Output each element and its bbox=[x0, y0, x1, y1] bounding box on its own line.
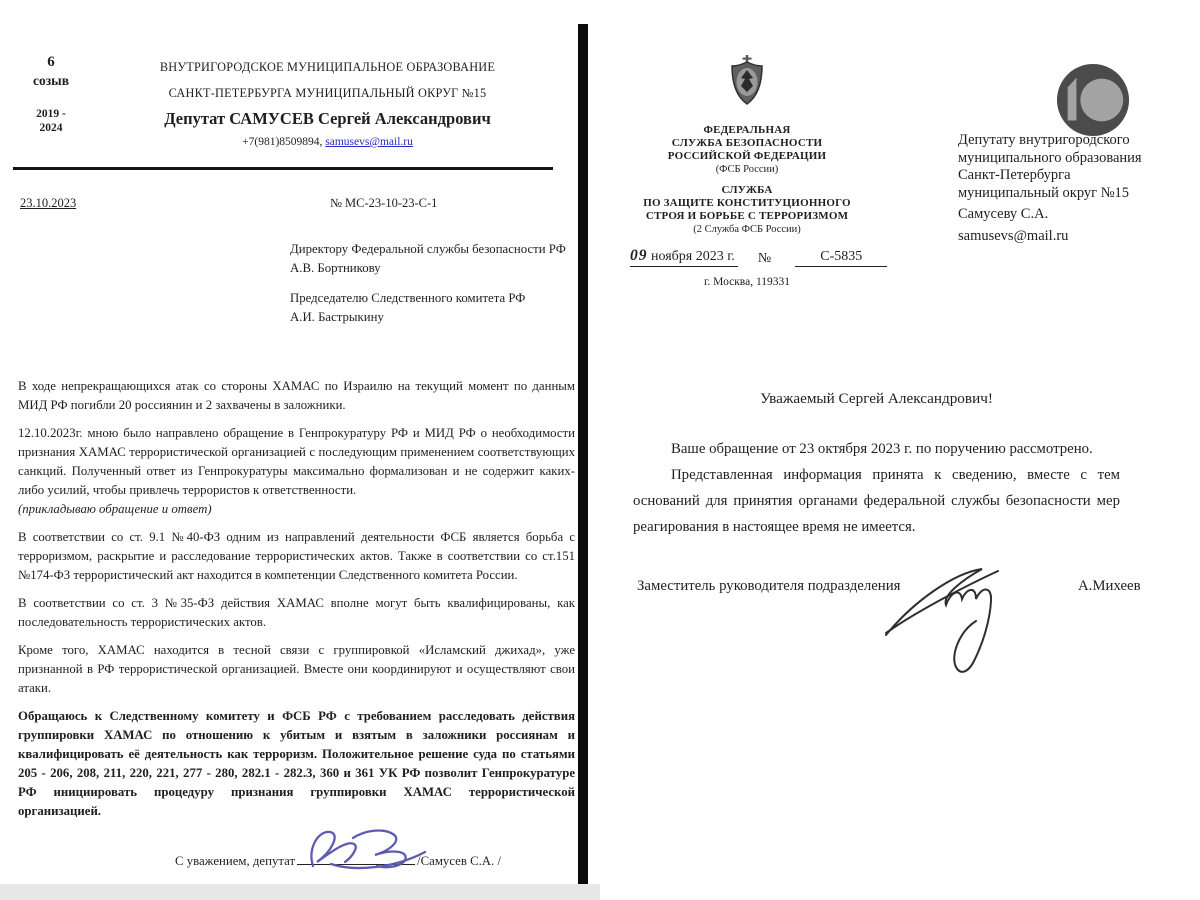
reply-paragraph-received: Ваше обращение от 23 октября 2023 г. по поручению рассмотрено. bbox=[671, 441, 1093, 457]
convocation-years-end: 2024 bbox=[39, 122, 63, 134]
reply-date-text: ноября 2023 г. bbox=[651, 249, 735, 264]
letter-body bbox=[18, 377, 575, 830]
convocation-block bbox=[22, 53, 80, 135]
agency-line1: ФЕДЕРАЛЬНАЯ bbox=[703, 124, 791, 136]
recipient-sk bbox=[290, 289, 575, 327]
reply-paragraph-decision: Представленная информация принята к сведению, вместе с тем оснований для принятия органами федеральной службы безопасности мер реагирования в настоящее время не имеется. bbox=[633, 467, 1120, 535]
agency-line3: РОССИЙСКОЙ ФЕДЕРАЦИИ bbox=[667, 150, 827, 162]
salutation: Уважаемый Сергей Александрович! bbox=[760, 390, 993, 407]
addressee-line2: муниципального образования bbox=[958, 149, 1142, 166]
convocation-label: созыв bbox=[33, 73, 69, 88]
scan-edge-strip bbox=[0, 884, 600, 900]
contact-line bbox=[95, 136, 560, 148]
handwritten-day: 09 bbox=[630, 247, 648, 264]
reply-signature-row bbox=[637, 570, 1190, 700]
deputy-name: Депутат САМУСЕВ Сергей Александрович bbox=[164, 109, 491, 128]
addressee-line3: Санкт-Петербурга bbox=[958, 167, 1071, 184]
deputy-signature-icon bbox=[303, 822, 433, 877]
recipient-title: Председателю Следственного комитета РФ bbox=[290, 291, 526, 305]
city-line: г. Москва, 119331 bbox=[703, 276, 791, 288]
closing-suffix: /Самусев С.А. / bbox=[417, 854, 502, 868]
addressee-block bbox=[958, 132, 1186, 246]
letterhead-rule bbox=[13, 167, 553, 170]
service-line1: СЛУЖБА bbox=[721, 184, 773, 196]
recipients-block bbox=[290, 240, 575, 327]
fsb-letterhead bbox=[622, 55, 872, 236]
service-abbrev: (2 Служба ФСБ России) bbox=[693, 224, 801, 235]
addressee-line4: муниципальный округ №15 bbox=[958, 184, 1130, 201]
recipient-fsb bbox=[290, 240, 575, 278]
signer-title: Заместитель руководителя подразделения bbox=[637, 578, 901, 594]
paragraph-appeal-history bbox=[18, 424, 575, 519]
convocation-years-start: 2019 - bbox=[36, 108, 66, 120]
org-name-line2: САНКТ-ПЕТЕРБУРГА МУНИЦИПАЛЬНЫЙ ОКРУГ №15 bbox=[168, 86, 487, 100]
service-line3: СТРОЯ И БОРЬБЕ С ТЕРРОРИЗМОМ bbox=[645, 210, 849, 222]
paragraph-demand: Обращаюсь к Следственному комитету и ФСБ РФ с требованием расследовать действия группировки ХАМАС по отношению к убитым и взятым в заложники россиянам и квалифицировать её деятельность как терроризм. Положительное решение суда по статьями 205 - 206, 208, 211, 220, 221, 277 - 280, 282.1 - 282.3, 360 и 361 УК РФ позволит Генпрокуратуре РФ инициировать процедуру признания группировки ХАМАС террористической организацией. bbox=[18, 709, 575, 818]
recipient-name: А.И. Бастрыкину bbox=[290, 310, 384, 324]
paragraph-casualties: В ходе непрекращающихся атак со стороны ХАМАС по Израилю на текущий момент по данным МИД РФ погибли 20 россиянин и 2 захвачены в заложники. bbox=[18, 379, 575, 412]
addressee-name: Самусеву С.А. bbox=[958, 206, 1049, 223]
yu-logo-icon bbox=[1056, 63, 1130, 137]
letter-date: 23.10.2023 bbox=[20, 196, 77, 210]
service-line2: ПО ЗАЩИТЕ КОНСТИТУЦИОННОГО bbox=[643, 197, 851, 209]
addressee-line1: Депутату внутригородского bbox=[958, 132, 1130, 148]
agency-line2: СЛУЖБА БЕЗОПАСНОСТИ bbox=[671, 137, 823, 149]
paragraph-appeal-text: 12.10.2023г. мною было направлено обращение в Генпрокуратуру РФ и МИД РФ о необходимости признания ХАМАС террористической организацией с последующим применением соответствующих санкций. Полученный ответ из Генпрокуратуры максимально формализован и не содержит каких-либо усилий, чтобы привлечь террористов к ответственности. bbox=[18, 426, 575, 497]
closing-prefix: С уважением, депутат bbox=[175, 854, 296, 868]
reply-reference-row bbox=[630, 247, 890, 267]
email-link[interactable]: samusevs@mail.ru bbox=[325, 136, 413, 148]
paragraph-fsb-law: В соответствии со ст. 9.1 №40-ФЗ одним из направлений деятельности ФСБ является борьба с терроризмом, раскрытие и расследование террористических актов. Также в соответствии со ст.151 №174-ФЗ террористический акт находится в компетенции Следственного комитета России. bbox=[18, 530, 575, 582]
phone-number: +7(981)8509894, bbox=[242, 136, 323, 148]
reply-body bbox=[633, 436, 1120, 540]
signer-name: А.Михеев bbox=[1078, 578, 1141, 594]
closing-line bbox=[175, 852, 575, 869]
left-letterhead bbox=[95, 54, 560, 148]
fsb-signature-icon bbox=[880, 552, 1040, 682]
page-divider bbox=[578, 24, 588, 884]
letter-reg-number: № МС-23-10-23-С-1 bbox=[330, 196, 438, 210]
convocation-number: 6 bbox=[47, 54, 55, 70]
reply-number: С-5835 bbox=[795, 249, 887, 267]
paragraph-qualification: В соответствии со ст. 3 №35-ФЗ действия ХАМАС вполне могут быть квалифицированы, как последовательность террористических актов. bbox=[18, 596, 575, 629]
recipient-title: Директору Федеральной службы безопасности РФ bbox=[290, 242, 566, 256]
attachment-note: (прикладываю обращение и ответ) bbox=[18, 502, 212, 516]
addressee-email: samusevs@mail.ru bbox=[958, 227, 1069, 244]
fsb-emblem-icon bbox=[729, 55, 765, 109]
agency-abbrev: (ФСБ России) bbox=[715, 164, 779, 175]
recipient-name: А.В. Бортникову bbox=[290, 261, 381, 275]
number-sign: № bbox=[757, 251, 772, 266]
org-name-line1: ВНУТРИГОРОДСКОЕ МУНИЦИПАЛЬНОЕ ОБРАЗОВАНИЕ bbox=[159, 60, 496, 74]
paragraph-jihad-link: Кроме того, ХАМАС находится в тесной связи с группировкой «Исламский джихад», уже признанной в РФ террористической организацией. Вместе они координируют и осуществляют свои атаки. bbox=[18, 643, 575, 695]
reply-date bbox=[630, 247, 738, 267]
